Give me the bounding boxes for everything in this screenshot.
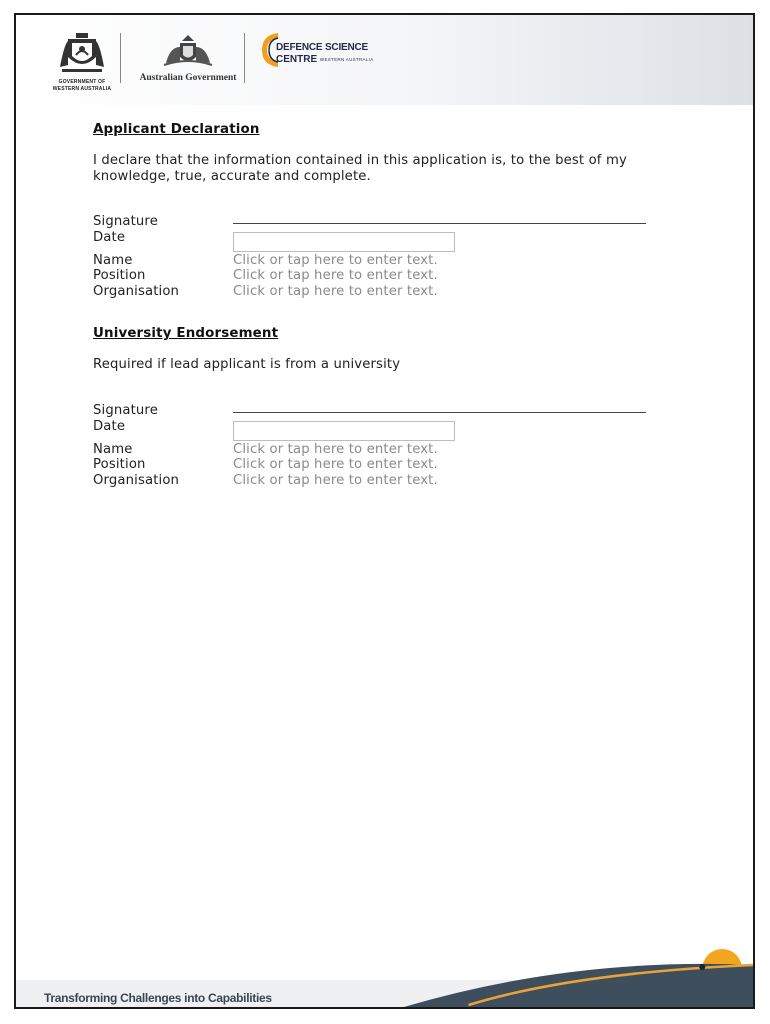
applicant-name-field[interactable]: Click or tap here to enter text. bbox=[233, 253, 438, 268]
date-label: Date bbox=[93, 419, 126, 434]
date-label: Date bbox=[93, 230, 126, 245]
dsc-logo-line2 bbox=[276, 54, 374, 65]
university-endorsement-text: Required if lead applicant is from a university bbox=[93, 357, 401, 372]
dsc-logo-centre: CENTRE bbox=[276, 54, 318, 65]
applicant-organisation-field[interactable]: Click or tap here to enter text. bbox=[233, 284, 438, 299]
wa-logo-line1: GOVERNMENT OF bbox=[58, 79, 106, 85]
applicant-organisation-row bbox=[93, 284, 653, 300]
wa-government-logo bbox=[44, 31, 120, 93]
university-name-row bbox=[93, 442, 653, 458]
applicant-signature-row bbox=[93, 214, 653, 230]
footer-tagline: Transforming Challenges into Capabilities bbox=[44, 991, 272, 1005]
applicant-declaration-heading: Applicant Declaration bbox=[93, 122, 260, 137]
organisation-label: Organisation bbox=[93, 473, 180, 488]
university-position-row bbox=[93, 457, 653, 473]
university-organisation-field[interactable]: Click or tap here to enter text. bbox=[233, 473, 438, 488]
university-name-field[interactable]: Click or tap here to enter text. bbox=[233, 442, 438, 457]
wa-crest-icon bbox=[58, 31, 106, 75]
university-organisation-row bbox=[93, 473, 653, 489]
university-position-field[interactable]: Click or tap here to enter text. bbox=[233, 457, 438, 472]
signature-label: Signature bbox=[93, 214, 158, 229]
organisation-label: Organisation bbox=[93, 284, 180, 299]
applicant-date-field[interactable] bbox=[233, 232, 455, 252]
applicant-declaration-text: I declare that the information contained in this application is, to the best of my knowledge, true, accurate and complete. bbox=[93, 153, 627, 184]
applicant-position-field[interactable]: Click or tap here to enter text. bbox=[233, 268, 438, 283]
header-divider bbox=[120, 33, 121, 83]
commonwealth-coat-of-arms-icon bbox=[162, 33, 214, 69]
header-banner bbox=[16, 15, 753, 105]
defence-science-centre-logo bbox=[260, 31, 380, 81]
applicant-signature-line[interactable] bbox=[233, 223, 646, 224]
university-signature-line[interactable] bbox=[233, 412, 646, 413]
dsc-logo-tagline: WESTERN AUSTRALIA bbox=[319, 56, 374, 62]
document-page bbox=[14, 13, 755, 1009]
university-date-field[interactable] bbox=[233, 421, 455, 441]
university-endorsement-heading: University Endorsement bbox=[93, 326, 279, 341]
signature-label: Signature bbox=[93, 403, 158, 418]
name-label: Name bbox=[93, 442, 133, 457]
applicant-position-row bbox=[93, 268, 653, 284]
position-label: Position bbox=[93, 268, 146, 283]
wa-logo-line2: WESTERN AUSTRALIA bbox=[52, 86, 112, 92]
applicant-name-row bbox=[93, 253, 653, 269]
australian-government-logo bbox=[128, 33, 248, 89]
dsc-logo-line1: DEFENCE SCIENCE bbox=[276, 42, 369, 53]
australian-government-text: Australian Government bbox=[139, 73, 237, 83]
university-signature-row bbox=[93, 403, 653, 419]
position-label: Position bbox=[93, 457, 146, 472]
header-divider bbox=[244, 33, 245, 83]
name-label: Name bbox=[93, 253, 133, 268]
